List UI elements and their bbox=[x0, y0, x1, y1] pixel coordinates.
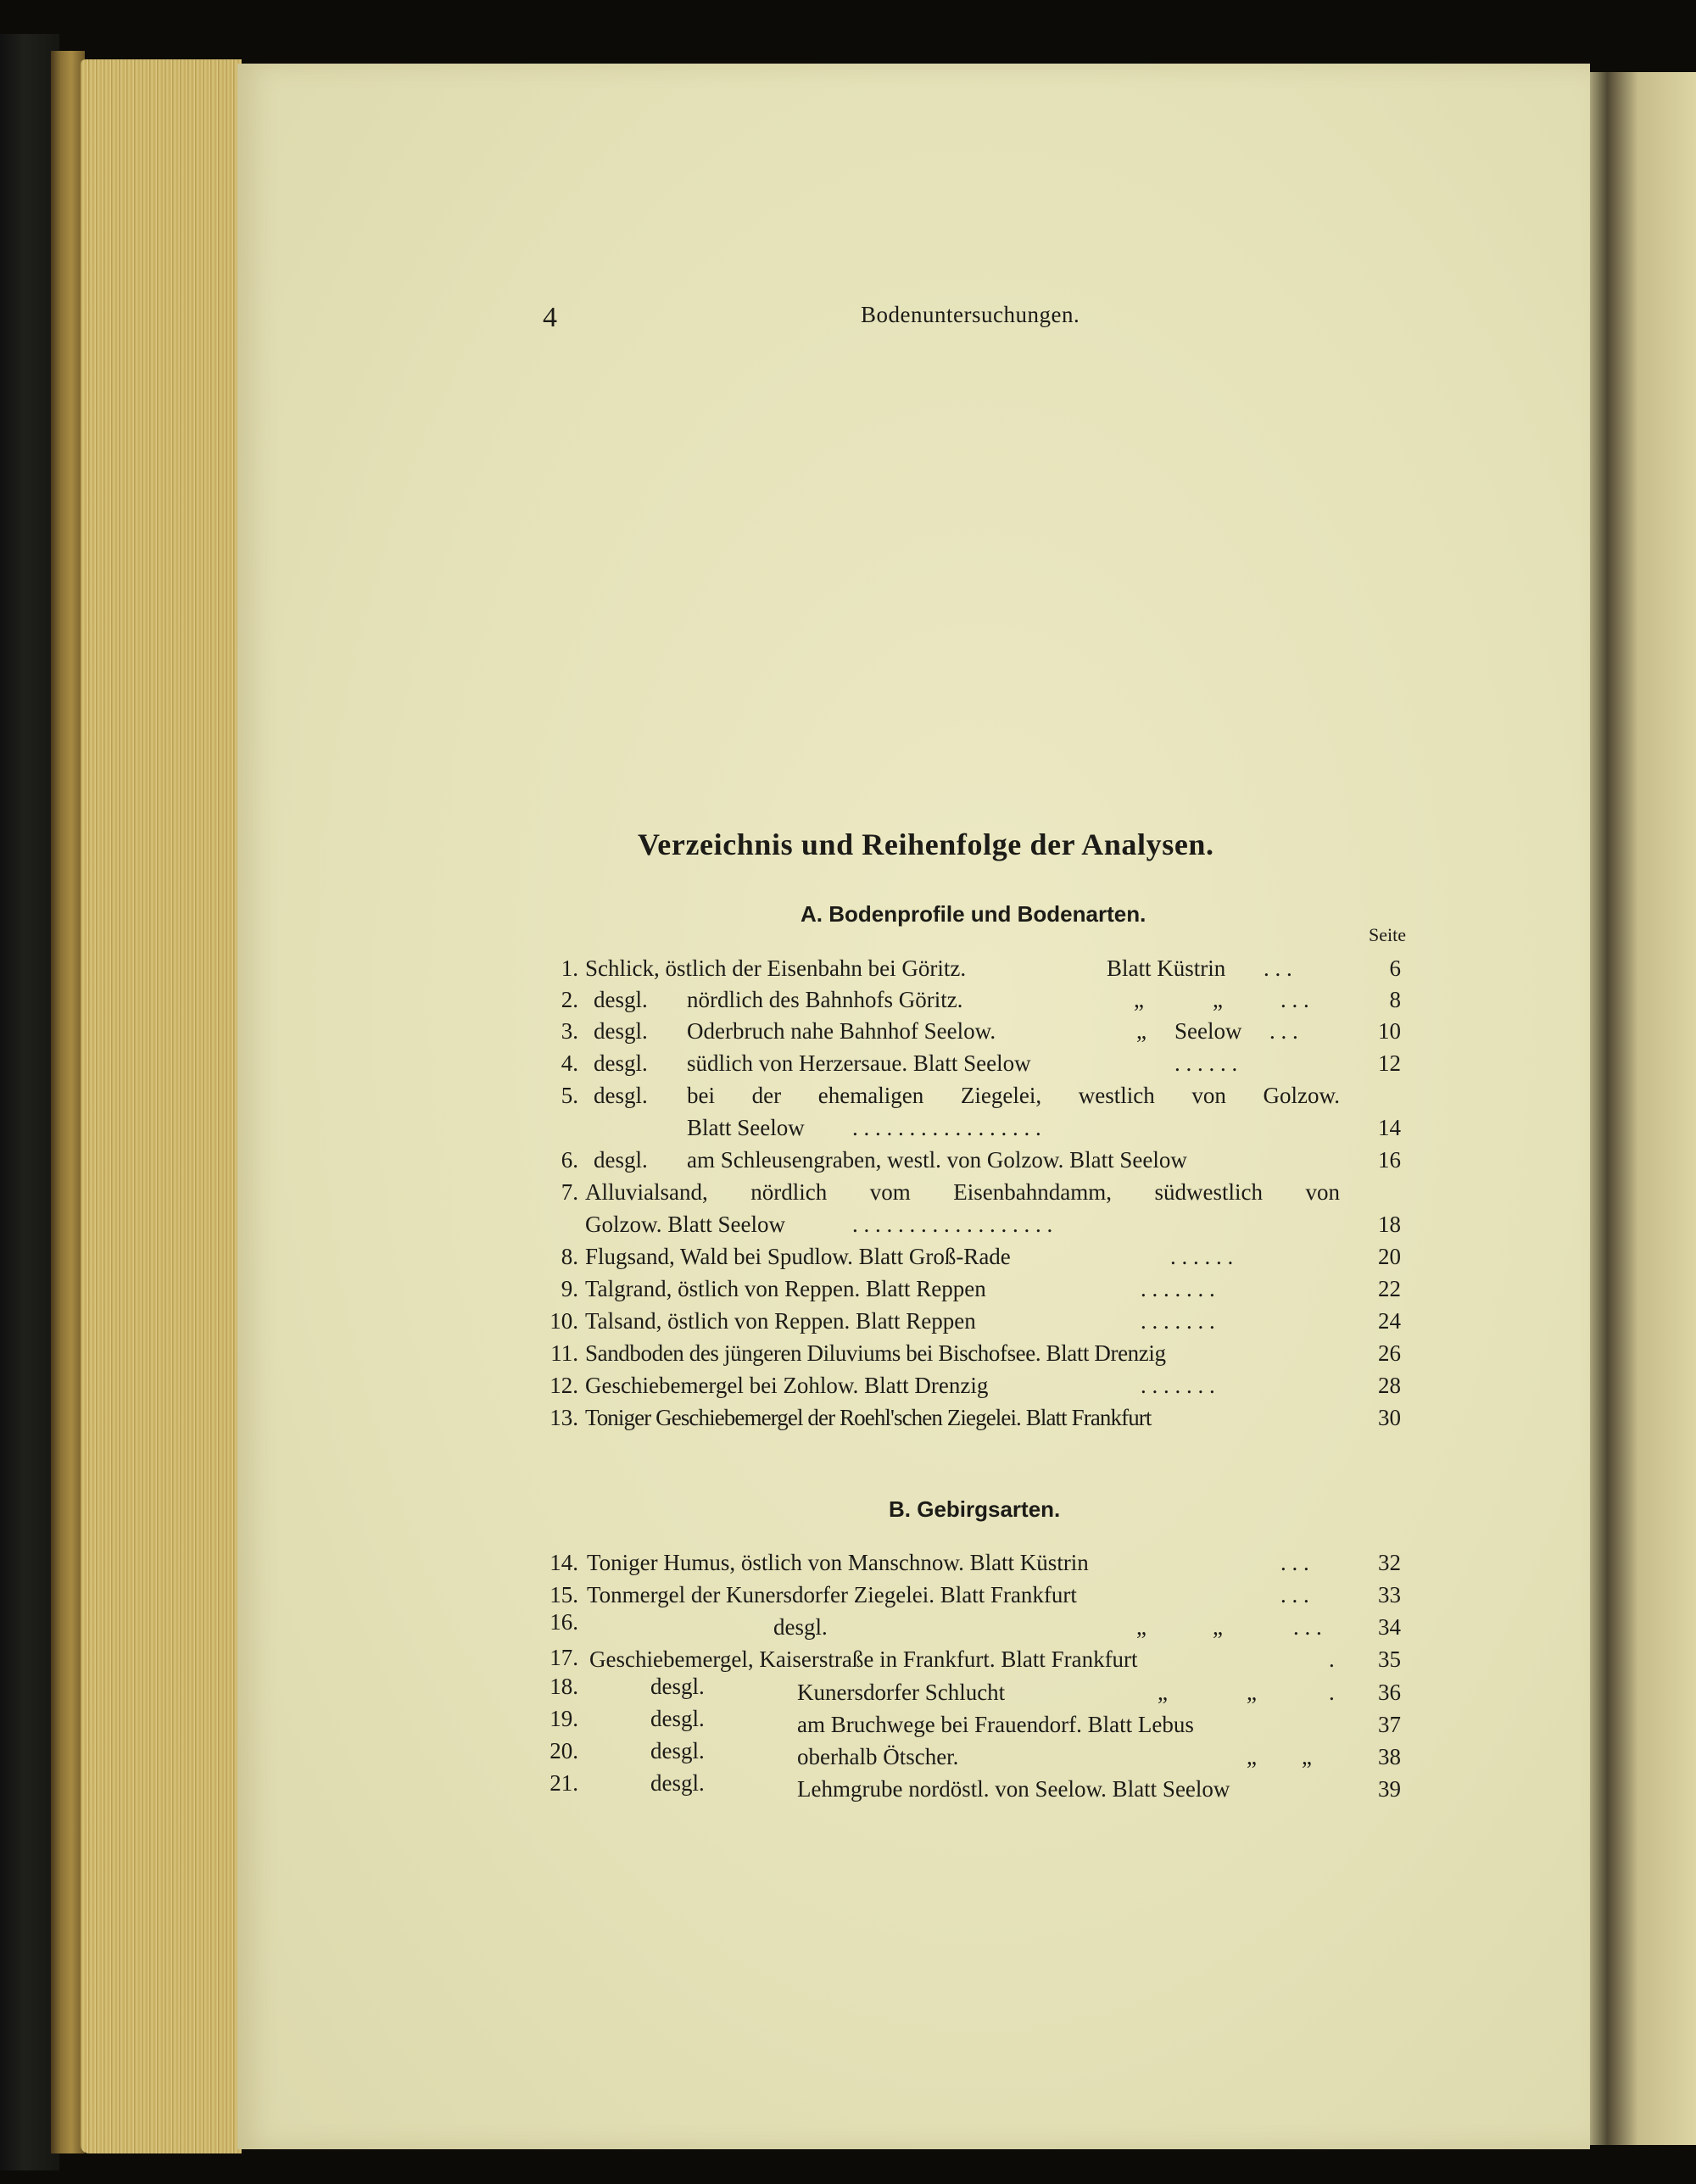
ditto-mark: „ bbox=[1158, 1680, 1168, 1705]
row-desc: am Schleusengraben, westl. von Golzow. Blatt Seelow bbox=[687, 1147, 1187, 1173]
row-page: 10 bbox=[1378, 1018, 1401, 1044]
row-text: Geschiebemergel bei Zohlow. Blatt Drenzig bbox=[585, 1373, 989, 1398]
row-text: Sandboden des jüngeren Diluviums bei Bischofsee. Blatt Drenzig bbox=[585, 1340, 1166, 1366]
row-text: desgl. bbox=[594, 1083, 648, 1108]
ditto-mark: „ bbox=[1136, 1614, 1146, 1640]
row-number: 1. bbox=[561, 956, 578, 981]
dot-leader: . . . bbox=[1280, 1582, 1309, 1607]
row-number: 3. bbox=[561, 1018, 578, 1044]
row-text: Toniger Geschiebemergel der Roehl'schen Ziegelei. Blatt Frankfurt bbox=[585, 1405, 1152, 1430]
main-title: Verzeichnis und Reihenfolge der Analysen. bbox=[638, 827, 1214, 861]
row-desc: am Bruchwege bei Frauendorf. Blatt Lebus bbox=[797, 1712, 1194, 1737]
row-page: 28 bbox=[1378, 1373, 1401, 1398]
row-text: desgl. bbox=[650, 1674, 705, 1699]
row-text: Alluvialsand, nördlich vom Eisenbahndamm, südwestlich von bbox=[585, 1179, 1340, 1205]
row-text: Flugsand, Wald bei Spudlow. Blatt Groß-Rade bbox=[585, 1244, 1011, 1269]
section-a-heading: A. Bodenprofile und Bodenarten. bbox=[801, 901, 1146, 927]
row-number: 19. bbox=[550, 1706, 578, 1731]
row-page: 38 bbox=[1378, 1744, 1401, 1769]
dot-leader: . . . . . . bbox=[1174, 1050, 1238, 1076]
dot-leader: . . . bbox=[1269, 1018, 1298, 1044]
row-number: 17. bbox=[550, 1645, 578, 1670]
row-number: 9. bbox=[561, 1276, 578, 1301]
row-number: 21. bbox=[550, 1770, 578, 1796]
page-edges-stack bbox=[81, 59, 242, 2153]
row-page: 39 bbox=[1378, 1776, 1401, 1802]
row-text: desgl. bbox=[650, 1738, 705, 1763]
facing-page-edge bbox=[1607, 72, 1696, 2145]
row-page: 14 bbox=[1378, 1115, 1401, 1140]
ditto-mark: „ bbox=[1134, 987, 1144, 1012]
row-text: desgl. bbox=[594, 1050, 648, 1076]
row-desc: Kunersdorfer Schlucht bbox=[797, 1680, 1006, 1705]
row-page: 18 bbox=[1378, 1212, 1401, 1237]
ditto-mark: „ bbox=[1247, 1680, 1257, 1705]
row-blatt: Seelow bbox=[1174, 1018, 1242, 1044]
running-header-title: Bodenuntersuchungen. bbox=[861, 302, 1080, 327]
row-continuation: Blatt Seelow bbox=[687, 1115, 805, 1140]
row-page: 26 bbox=[1378, 1340, 1401, 1366]
row-number: 8. bbox=[561, 1244, 578, 1269]
row-number: 16. bbox=[550, 1609, 578, 1635]
row-blatt: Blatt Küstrin bbox=[1107, 956, 1226, 981]
row-page: 36 bbox=[1378, 1680, 1401, 1705]
row-desc: Lehmgrube nordöstl. von Seelow. Blatt Seelow bbox=[797, 1776, 1230, 1802]
row-page: 32 bbox=[1378, 1550, 1401, 1575]
row-text: Schlick, östlich der Eisenbahn bei Göritz. bbox=[585, 956, 967, 981]
row-number: 5. bbox=[561, 1083, 578, 1108]
row-page: 34 bbox=[1378, 1614, 1401, 1640]
row-page: 35 bbox=[1378, 1646, 1401, 1672]
row-desc: Oderbruch nahe Bahnhof Seelow. bbox=[687, 1018, 996, 1044]
seite-label: Seite bbox=[1369, 924, 1406, 945]
dot-leader: . bbox=[1329, 1680, 1335, 1705]
ditto-mark: „ bbox=[1136, 1018, 1146, 1044]
dot-leader: . . . bbox=[1280, 987, 1309, 1012]
row-number: 20. bbox=[550, 1738, 578, 1763]
ditto-mark: „ bbox=[1213, 1614, 1223, 1640]
row-page: 6 bbox=[1389, 956, 1401, 981]
dot-leader: . . . bbox=[1264, 956, 1292, 981]
ditto-mark: „ bbox=[1213, 987, 1223, 1012]
row-text: desgl. bbox=[594, 987, 648, 1012]
row-text: desgl. bbox=[594, 1018, 648, 1044]
row-page: 37 bbox=[1378, 1712, 1401, 1737]
row-text: desgl. bbox=[773, 1614, 828, 1640]
row-text: Talgrand, östlich von Reppen. Blatt Reppen bbox=[585, 1276, 986, 1301]
row-number: 15. bbox=[550, 1582, 578, 1607]
row-desc: nördlich des Bahnhofs Göritz. bbox=[687, 987, 963, 1012]
row-text: Geschiebemergel, Kaiserstraße in Frankfurt. Blatt Frankfurt bbox=[589, 1646, 1138, 1672]
row-desc: südlich von Herzersaue. Blatt Seelow bbox=[687, 1050, 1031, 1076]
row-number: 13. bbox=[550, 1405, 578, 1430]
dot-leader: . . . . . . . . . . . . . . . . . bbox=[852, 1115, 1041, 1140]
row-number: 2. bbox=[561, 987, 578, 1012]
row-text: Toniger Humus, östlich von Manschnow. Blatt Küstrin bbox=[587, 1550, 1089, 1575]
section-b-heading: B. Gebirgsarten. bbox=[889, 1496, 1061, 1522]
row-number: 14. bbox=[550, 1550, 578, 1575]
dot-leader: . . . . . . bbox=[1170, 1244, 1234, 1269]
row-number: 10. bbox=[550, 1308, 578, 1334]
row-desc: oberhalb Ötscher. bbox=[797, 1744, 959, 1769]
ditto-mark: „ bbox=[1302, 1744, 1312, 1769]
row-number: 12. bbox=[550, 1373, 578, 1398]
row-text: Talsand, östlich von Reppen. Blatt Reppen bbox=[585, 1308, 976, 1334]
row-page: 12 bbox=[1378, 1050, 1401, 1076]
dot-leader: . . . bbox=[1280, 1550, 1309, 1575]
dot-leader: . . . . . . . bbox=[1141, 1308, 1215, 1334]
row-page: 24 bbox=[1378, 1308, 1401, 1334]
row-page: 33 bbox=[1378, 1582, 1401, 1607]
book-spine-edge bbox=[51, 51, 85, 2153]
dot-leader: . . . bbox=[1293, 1614, 1322, 1640]
row-text: desgl. bbox=[650, 1706, 705, 1731]
row-text: desgl. bbox=[650, 1770, 705, 1796]
row-number: 7. bbox=[561, 1179, 578, 1205]
page-number: 4 bbox=[543, 302, 557, 333]
dot-leader: . . . . . . . bbox=[1141, 1276, 1215, 1301]
row-text: Tonmergel der Kunersdorfer Ziegelei. Blatt Frankfurt bbox=[587, 1582, 1077, 1607]
ditto-mark: „ bbox=[1247, 1744, 1257, 1769]
row-page: 20 bbox=[1378, 1244, 1401, 1269]
dot-leader: . bbox=[1329, 1646, 1335, 1672]
row-number: 18. bbox=[550, 1674, 578, 1699]
row-page: 8 bbox=[1389, 987, 1401, 1012]
row-number: 11. bbox=[550, 1340, 578, 1366]
row-number: 6. bbox=[561, 1147, 578, 1173]
row-page: 16 bbox=[1378, 1147, 1401, 1173]
row-page: 30 bbox=[1378, 1405, 1401, 1430]
dot-leader: . . . . . . . bbox=[1141, 1373, 1215, 1398]
row-number: 4. bbox=[561, 1050, 578, 1076]
dot-leader: . . . . . . . . . . . . . . . . . . bbox=[852, 1212, 1053, 1237]
row-desc: bei der ehemaligen Ziegelei, westlich von Golzow. bbox=[687, 1083, 1340, 1108]
row-text: desgl. bbox=[594, 1147, 648, 1173]
row-continuation: Golzow. Blatt Seelow bbox=[585, 1212, 785, 1237]
row-page: 22 bbox=[1378, 1276, 1401, 1301]
